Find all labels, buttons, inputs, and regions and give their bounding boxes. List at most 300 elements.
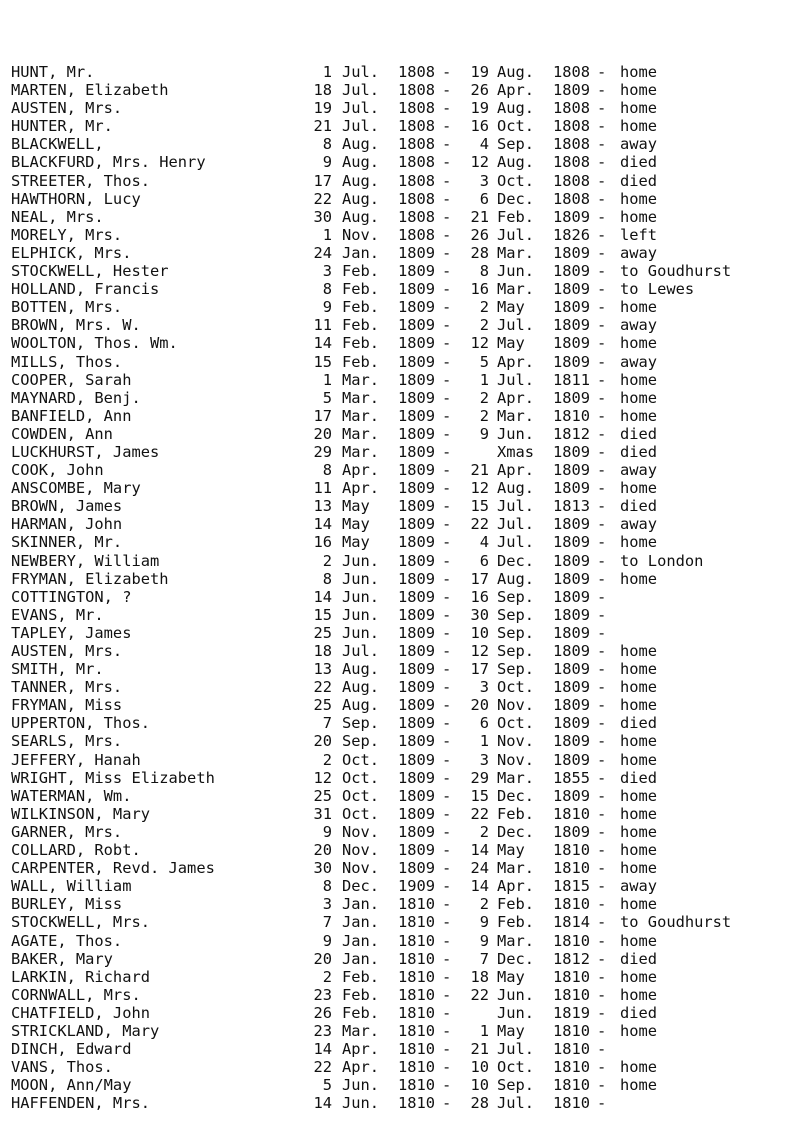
end-year: 1808 xyxy=(553,135,591,154)
end-month: Sep. xyxy=(497,623,535,642)
start-month: Aug. xyxy=(342,207,380,226)
outcome-separator: - xyxy=(597,786,607,805)
end-year: 1809 xyxy=(553,822,591,841)
range-separator: - xyxy=(442,750,452,769)
person-name: JEFFERY, Hanah xyxy=(11,750,141,769)
start-day: 9 xyxy=(322,298,332,317)
start-day: 29 xyxy=(313,442,332,461)
start-day: 14 xyxy=(313,334,332,353)
person-name: COLLARD, Robt. xyxy=(11,841,141,860)
start-year: 1809 xyxy=(398,406,436,425)
outcome-separator: - xyxy=(597,352,607,371)
end-year: 1809 xyxy=(553,334,591,353)
end-year: 1809 xyxy=(553,678,591,697)
range-separator: - xyxy=(442,153,452,172)
outcome: home xyxy=(620,189,658,208)
start-year: 1808 xyxy=(398,225,436,244)
range-separator: - xyxy=(442,1076,452,1095)
start-month: Sep. xyxy=(342,714,380,733)
start-day: 11 xyxy=(313,479,332,498)
start-year: 1809 xyxy=(398,587,436,606)
outcome: home xyxy=(620,678,658,697)
person-name: LUCKHURST, James xyxy=(11,442,160,461)
start-year: 1809 xyxy=(398,732,436,751)
table-row xyxy=(0,570,801,588)
start-month: Feb. xyxy=(342,280,380,299)
end-year: 1810 xyxy=(553,1094,591,1113)
end-day: 8 xyxy=(479,262,489,281)
person-name: STREETER, Thos. xyxy=(11,171,150,190)
table-row xyxy=(0,353,801,371)
end-year: 1814 xyxy=(553,913,591,932)
end-month: Oct. xyxy=(497,714,535,733)
start-year: 1809 xyxy=(398,678,436,697)
outcome: home xyxy=(620,479,658,498)
outcome: died xyxy=(620,153,658,172)
outcome-separator: - xyxy=(597,587,607,606)
end-month: Sep. xyxy=(497,587,535,606)
start-month: Aug. xyxy=(342,135,380,154)
start-year: 1808 xyxy=(398,81,436,100)
end-year: 1808 xyxy=(553,63,591,81)
outcome-separator: - xyxy=(597,262,607,281)
outcome-separator: - xyxy=(597,1021,607,1040)
start-month: Jan. xyxy=(342,895,380,914)
table-row xyxy=(0,950,801,968)
end-year: 1810 xyxy=(553,1058,591,1077)
end-year: 1808 xyxy=(553,153,591,172)
end-month: Oct. xyxy=(497,171,535,190)
table-row xyxy=(0,769,801,787)
end-day: 28 xyxy=(470,243,489,262)
table-row xyxy=(0,660,801,678)
person-name: STRICKLAND, Mary xyxy=(11,1021,160,1040)
person-name: BOTTEN, Mrs. xyxy=(11,298,123,317)
person-name: MOON, Ann/May xyxy=(11,1076,132,1095)
end-month: Mar. xyxy=(497,406,535,425)
outcome-separator: - xyxy=(597,153,607,172)
table-row xyxy=(0,841,801,859)
end-day: 22 xyxy=(470,985,489,1004)
table-row xyxy=(0,732,801,750)
start-month: Jul. xyxy=(342,642,380,660)
start-year: 1809 xyxy=(398,859,436,878)
end-day: 21 xyxy=(470,461,489,480)
end-day: 21 xyxy=(470,207,489,226)
outcome: away xyxy=(620,877,658,896)
start-year: 1809 xyxy=(398,388,436,407)
start-year: 1809 xyxy=(398,768,436,787)
outcome-separator: - xyxy=(597,877,607,896)
person-name: COOK, John xyxy=(11,461,104,480)
start-month: Feb. xyxy=(342,316,380,335)
outcome-separator: - xyxy=(597,913,607,932)
table-row xyxy=(0,895,801,913)
end-day: 2 xyxy=(479,895,489,914)
start-year: 1810 xyxy=(398,913,436,932)
end-month: Dec. xyxy=(497,949,535,968)
person-name: UPPERTON, Thos. xyxy=(11,714,150,733)
end-year: 1810 xyxy=(553,967,591,986)
end-year: 1826 xyxy=(553,225,591,244)
outcome-separator: - xyxy=(597,841,607,860)
outcome: home xyxy=(620,533,658,552)
outcome-separator: - xyxy=(597,424,607,443)
end-year: 1809 xyxy=(553,479,591,498)
end-day: 1 xyxy=(479,732,489,751)
outcome: died xyxy=(620,949,658,968)
start-day: 5 xyxy=(322,388,332,407)
start-day: 1 xyxy=(322,225,332,244)
end-year: 1855 xyxy=(553,768,591,787)
person-name: STOCKWELL, Mrs. xyxy=(11,913,150,932)
person-name: SKINNER, Mr. xyxy=(11,533,123,552)
start-month: Aug. xyxy=(342,189,380,208)
end-day: 22 xyxy=(470,804,489,823)
start-day: 2 xyxy=(322,967,332,986)
end-month: Jun. xyxy=(497,424,535,443)
start-day: 11 xyxy=(313,316,332,335)
range-separator: - xyxy=(442,877,452,896)
end-month: Sep. xyxy=(497,1076,535,1095)
outcome: away xyxy=(620,515,658,534)
table-row xyxy=(0,244,801,262)
person-name: HOLLAND, Francis xyxy=(11,280,160,299)
person-name: FRYMAN, Elizabeth xyxy=(11,569,169,588)
outcome-separator: - xyxy=(597,280,607,299)
outcome: died xyxy=(620,442,658,461)
person-name: SMITH, Mr. xyxy=(11,660,104,679)
start-year: 1809 xyxy=(398,569,436,588)
range-separator: - xyxy=(442,370,452,389)
outcome: died xyxy=(620,497,658,516)
range-separator: - xyxy=(442,424,452,443)
end-year: 1809 xyxy=(553,298,591,317)
range-separator: - xyxy=(442,388,452,407)
outcome-separator: - xyxy=(597,931,607,950)
outcome-separator: - xyxy=(597,171,607,190)
start-year: 1808 xyxy=(398,189,436,208)
start-month: Feb. xyxy=(342,985,380,1004)
start-day: 15 xyxy=(313,352,332,371)
person-name: BROWN, Mrs. W. xyxy=(11,316,141,335)
end-month: May xyxy=(497,841,525,860)
start-day: 17 xyxy=(313,171,332,190)
end-day: 10 xyxy=(470,1076,489,1095)
end-month: Oct. xyxy=(497,1058,535,1077)
outcome-separator: - xyxy=(597,696,607,715)
start-month: Jul. xyxy=(342,81,380,100)
start-month: Feb. xyxy=(342,967,380,986)
end-year: 1809 xyxy=(553,786,591,805)
table-row xyxy=(0,298,801,316)
start-day: 22 xyxy=(313,1058,332,1077)
end-month: Jul. xyxy=(497,370,535,389)
end-month: Jul. xyxy=(497,497,535,516)
start-month: Dec. xyxy=(342,877,380,896)
outcome-separator: - xyxy=(597,1003,607,1022)
table-row xyxy=(0,606,801,624)
end-month: Aug. xyxy=(497,479,535,498)
start-month: Feb. xyxy=(342,262,380,281)
person-name: COTTINGTON, ? xyxy=(11,587,132,606)
end-month: Dec. xyxy=(497,551,535,570)
end-day: 5 xyxy=(479,352,489,371)
start-month: Apr. xyxy=(342,1058,380,1077)
end-month: Jul. xyxy=(497,316,535,335)
end-day: 22 xyxy=(470,515,489,534)
range-separator: - xyxy=(442,135,452,154)
end-day: 10 xyxy=(470,623,489,642)
table-row xyxy=(0,588,801,606)
end-day: 3 xyxy=(479,750,489,769)
outcome-separator: - xyxy=(597,99,607,118)
end-year: 1809 xyxy=(553,243,591,262)
end-month: Apr. xyxy=(497,81,535,100)
end-month: Jul. xyxy=(497,225,535,244)
start-year: 1809 xyxy=(398,605,436,624)
outcome: home xyxy=(620,388,658,407)
person-name: LARKIN, Richard xyxy=(11,967,150,986)
start-year: 1810 xyxy=(398,931,436,950)
end-year: 1809 xyxy=(553,642,591,660)
end-year: 1809 xyxy=(553,714,591,733)
outcome: home xyxy=(620,660,658,679)
range-separator: - xyxy=(442,99,452,118)
outcome-separator: - xyxy=(597,623,607,642)
end-year: 1810 xyxy=(553,406,591,425)
start-month: Aug. xyxy=(342,660,380,679)
range-separator: - xyxy=(442,660,452,679)
start-month: Mar. xyxy=(342,424,380,443)
end-day: 2 xyxy=(479,298,489,317)
end-year: 1809 xyxy=(553,81,591,100)
end-month: Feb. xyxy=(497,804,535,823)
outcome-separator: - xyxy=(597,243,607,262)
start-day: 14 xyxy=(313,515,332,534)
outcome-separator: - xyxy=(597,515,607,534)
start-year: 1809 xyxy=(398,334,436,353)
start-year: 1810 xyxy=(398,1058,436,1077)
end-year: 1809 xyxy=(553,660,591,679)
outcome: home xyxy=(620,967,658,986)
outcome: to Goudhurst xyxy=(620,262,732,281)
outcome-separator: - xyxy=(597,605,607,624)
start-day: 20 xyxy=(313,949,332,968)
end-year: 1809 xyxy=(553,732,591,751)
end-day: 19 xyxy=(470,63,489,81)
table-row xyxy=(0,190,801,208)
end-month: Apr. xyxy=(497,877,535,896)
end-year: 1809 xyxy=(553,280,591,299)
end-month: Sep. xyxy=(497,605,535,624)
start-day: 26 xyxy=(313,1003,332,1022)
range-separator: - xyxy=(442,967,452,986)
start-year: 1810 xyxy=(398,1040,436,1059)
range-separator: - xyxy=(442,442,452,461)
range-separator: - xyxy=(442,931,452,950)
end-year: 1809 xyxy=(553,551,591,570)
outcome-separator: - xyxy=(597,461,607,480)
range-separator: - xyxy=(442,1058,452,1077)
end-day: 24 xyxy=(470,859,489,878)
range-separator: - xyxy=(442,189,452,208)
rows-container xyxy=(0,63,801,1112)
outcome: home xyxy=(620,569,658,588)
person-name: WATERMAN, Wm. xyxy=(11,786,132,805)
start-year: 1810 xyxy=(398,1021,436,1040)
start-year: 1808 xyxy=(398,135,436,154)
end-day: 9 xyxy=(479,913,489,932)
range-separator: - xyxy=(442,804,452,823)
start-year: 1809 xyxy=(398,551,436,570)
table-row xyxy=(0,751,801,769)
person-name: BROWN, James xyxy=(11,497,123,516)
start-day: 13 xyxy=(313,497,332,516)
table-row xyxy=(0,99,801,117)
start-day: 9 xyxy=(322,822,332,841)
range-separator: - xyxy=(442,117,452,136)
range-separator: - xyxy=(442,642,452,660)
end-day: 20 xyxy=(470,696,489,715)
start-month: May xyxy=(342,497,370,516)
table-row xyxy=(0,823,801,841)
person-name: AUSTEN, Mrs. xyxy=(11,642,123,660)
outcome: home xyxy=(620,804,658,823)
start-day: 25 xyxy=(313,786,332,805)
person-name: WILKINSON, Mary xyxy=(11,804,150,823)
start-year: 1809 xyxy=(398,497,436,516)
end-month: Aug. xyxy=(497,153,535,172)
outcome: home xyxy=(620,1058,658,1077)
start-day: 3 xyxy=(322,262,332,281)
start-day: 8 xyxy=(322,280,332,299)
range-separator: - xyxy=(442,262,452,281)
end-month: Aug. xyxy=(497,63,535,81)
start-month: Mar. xyxy=(342,370,380,389)
start-year: 1809 xyxy=(398,243,436,262)
start-year: 1809 xyxy=(398,660,436,679)
person-name: STOCKWELL, Hester xyxy=(11,262,169,281)
start-day: 9 xyxy=(322,153,332,172)
range-separator: - xyxy=(442,1003,452,1022)
range-separator: - xyxy=(442,913,452,932)
range-separator: - xyxy=(442,1040,452,1059)
start-month: Oct. xyxy=(342,768,380,787)
end-month: Sep. xyxy=(497,642,535,660)
end-year: 1810 xyxy=(553,931,591,950)
person-name: ELPHICK, Mrs. xyxy=(11,243,132,262)
range-separator: - xyxy=(442,334,452,353)
start-year: 1809 xyxy=(398,533,436,552)
end-year: 1808 xyxy=(553,171,591,190)
start-month: Jan. xyxy=(342,949,380,968)
range-separator: - xyxy=(442,587,452,606)
start-day: 23 xyxy=(313,985,332,1004)
range-separator: - xyxy=(442,678,452,697)
table-row xyxy=(0,63,801,81)
outcome-separator: - xyxy=(597,895,607,914)
start-month: Nov. xyxy=(342,859,380,878)
start-month: Oct. xyxy=(342,750,380,769)
table-row xyxy=(0,696,801,714)
outcome: to London xyxy=(620,551,704,570)
table-row xyxy=(0,407,801,425)
person-name: HAFFENDEN, Mrs. xyxy=(11,1094,150,1113)
end-day: 1 xyxy=(479,1021,489,1040)
outcome: home xyxy=(620,298,658,317)
start-month: May xyxy=(342,533,370,552)
table-row xyxy=(0,443,801,461)
outcome-separator: - xyxy=(597,569,607,588)
range-separator: - xyxy=(442,207,452,226)
end-year: 1809 xyxy=(553,750,591,769)
table-row xyxy=(0,226,801,244)
end-month: Jul. xyxy=(497,1094,535,1113)
start-day: 14 xyxy=(313,1094,332,1113)
start-day: 8 xyxy=(322,461,332,480)
range-separator: - xyxy=(442,298,452,317)
end-month: Feb. xyxy=(497,895,535,914)
start-month: Jan. xyxy=(342,913,380,932)
range-separator: - xyxy=(442,533,452,552)
outcome: died xyxy=(620,171,658,190)
end-day: 2 xyxy=(479,388,489,407)
start-year: 1809 xyxy=(398,750,436,769)
start-day: 20 xyxy=(313,424,332,443)
end-month: Aug. xyxy=(497,569,535,588)
end-day: 3 xyxy=(479,171,489,190)
outcome-separator: - xyxy=(597,388,607,407)
person-name: HARMAN, John xyxy=(11,515,123,534)
end-month: May xyxy=(497,334,525,353)
start-day: 20 xyxy=(313,841,332,860)
table-row xyxy=(0,208,801,226)
outcome-separator: - xyxy=(597,678,607,697)
outcome-separator: - xyxy=(597,804,607,823)
end-month: Feb. xyxy=(497,913,535,932)
record-list xyxy=(0,63,801,1112)
start-year: 1909 xyxy=(398,877,436,896)
end-year: 1812 xyxy=(553,424,591,443)
start-year: 1809 xyxy=(398,424,436,443)
start-day: 23 xyxy=(313,1021,332,1040)
start-month: Feb. xyxy=(342,334,380,353)
start-month: May xyxy=(342,515,370,534)
person-name: BANFIELD, Ann xyxy=(11,406,132,425)
end-month: May xyxy=(497,1021,525,1040)
range-separator: - xyxy=(442,171,452,190)
outcome: home xyxy=(620,370,658,389)
outcome: home xyxy=(620,642,658,660)
start-day: 15 xyxy=(313,605,332,624)
range-separator: - xyxy=(442,949,452,968)
end-year: 1809 xyxy=(553,533,591,552)
table-row xyxy=(0,334,801,352)
end-day: 9 xyxy=(479,931,489,950)
start-year: 1809 xyxy=(398,298,436,317)
outcome: away xyxy=(620,461,658,480)
end-year: 1813 xyxy=(553,497,591,516)
end-year: 1815 xyxy=(553,877,591,896)
person-name: CORNWALL, Mrs. xyxy=(11,985,141,1004)
start-month: Jun. xyxy=(342,551,380,570)
end-day: 2 xyxy=(479,406,489,425)
end-month: Dec. xyxy=(497,822,535,841)
person-name: MORELY, Mrs. xyxy=(11,225,123,244)
outcome: home xyxy=(620,334,658,353)
start-month: Aug. xyxy=(342,696,380,715)
